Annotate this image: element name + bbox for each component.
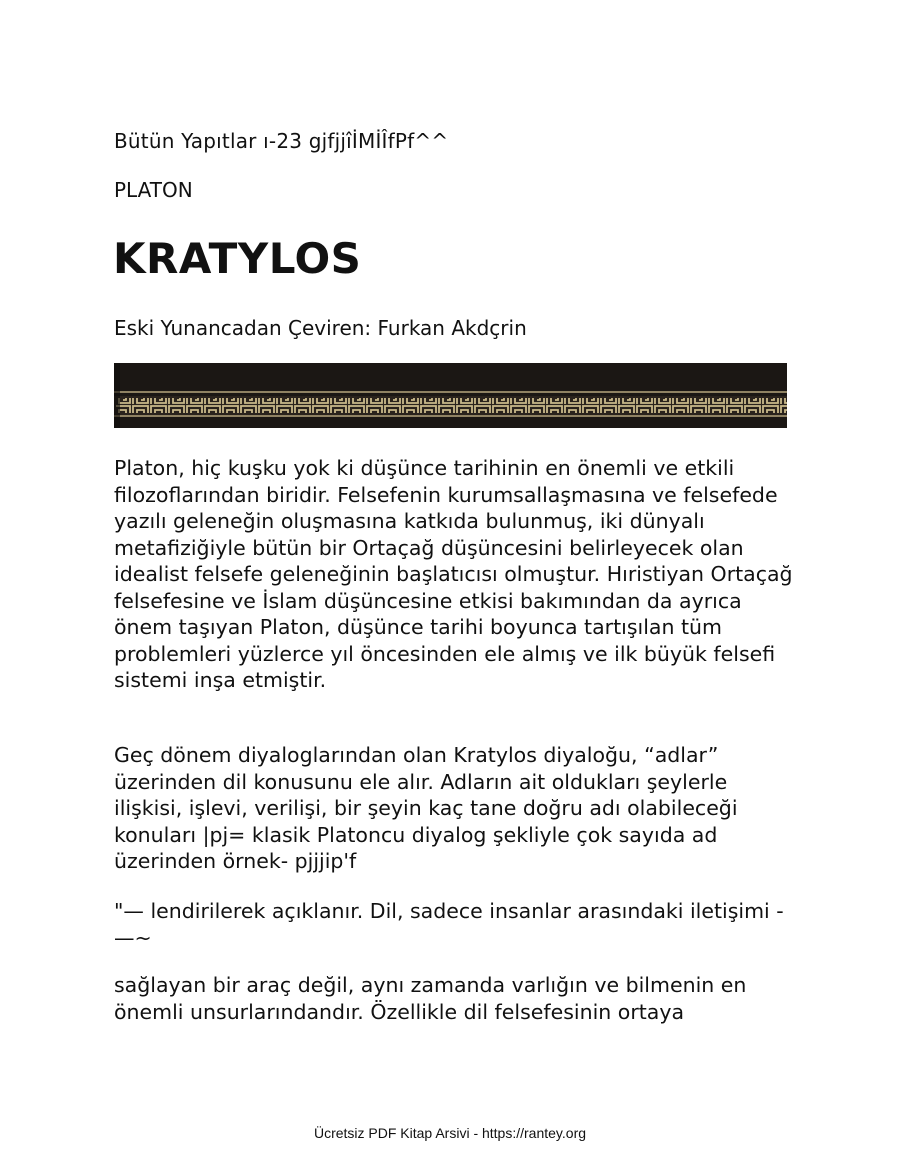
author-name: PLATON [114, 178, 193, 202]
greek-key-ornament [114, 363, 787, 428]
book-title: KRATYLOS [113, 234, 362, 283]
greek-key-banner [114, 363, 787, 428]
paragraph-kratylos: Geç dönem diyaloglarından olan Kratylos diyaloğu, “adlar” üzerinden dil konusunu ele alır. Adların ait oldukları şeylerle ilişkisi, işlevi, verilişi, bir şeyin kaç tane doğru adı olabileceği konuları |pj= klasik Platoncu diyalog şekliyle çok sayıda ad üzerinden örnek- pjjjip'f [114, 743, 738, 873]
paragraph-fragment: "— lendirilerek açıklanır. Dil, sadece insanlar arasındaki iletişimi -—~ [114, 899, 784, 950]
paragraph-intro: Platon, hiç kuşku yok ki düşünce tarihinin en önemli ve etkili filozoflarından biridir. Felsefenin kurumsallaşmasına ve felsefede yazılı geleneğin oluşmasına katkıda bulunmuş, iki dünyalı metafiziğiyle bütün bir Ortaçağ düşüncesini belirleyecek olan idealist felsefe geleneğinin başlatıcısı olmuştur. Hıristiyan Ortaçağ felsefesine ve İslam düşüncesine etkisi bakımından da ayrıca önem taşıyan Platon, düşünce tarihi boyunca tartışılan tüm problemleri yüzlerce yıl öncesinden ele almış ve ilk büyük felsefi sistemi inşa etmiştir. [114, 456, 793, 692]
paragraph-continuation: sağlayan bir araç değil, aynı zamanda varlığın ve bilmenin en önemli unsurlarındandır. Özellikle dil felsefesinin ortaya [114, 973, 747, 1024]
translator-line: Eski Yunancadan Çeviren: Furkan Akdçrin [114, 316, 527, 340]
footer-credit: Ücretsiz PDF Kitap Arsivi - https://rantey.org [313, 1125, 587, 1141]
series-line: Bütün Yapıtlar ı-23 gjfjjîİMİÎfPf^^ [114, 129, 449, 153]
